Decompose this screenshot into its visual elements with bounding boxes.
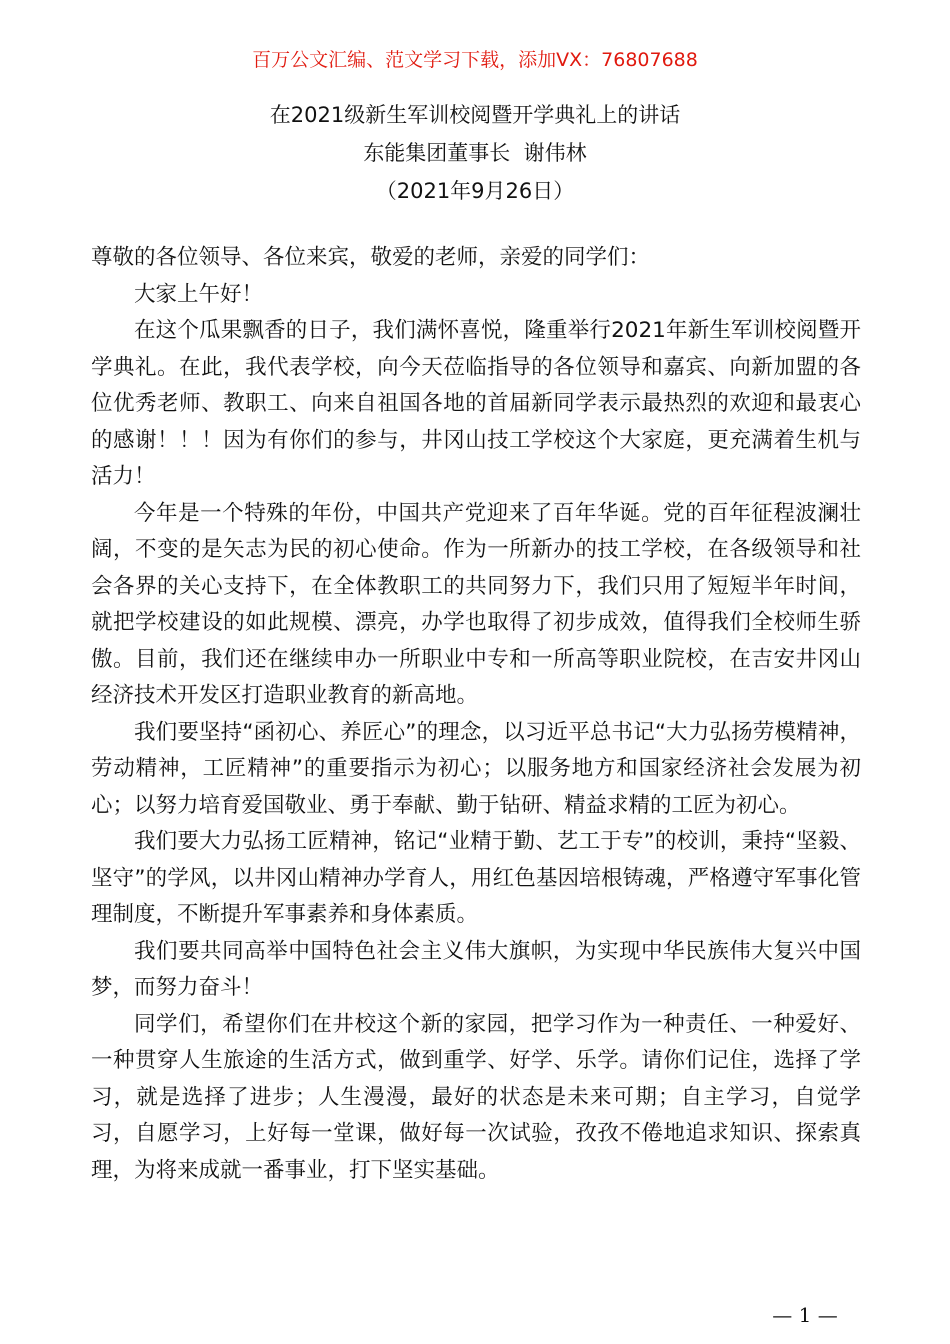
paragraph-centenary: 今年是一个特殊的年份，中国共产党迎来了百年华诞。党的百年征程波澜壮阔，不变的是矢志为民的初心使命。作为一所新办的技工学校，在各级领导和社会各界的关心支持下，在全体教职工的共同努力下，我们只用了短短半年时间，就把学校建设的如此规模、漂亮，办学也取得了初步成效，值得我们全校师生骄傲。目前，我们还在继续申办一所职业中专和一所高等职业院校，在吉安井冈山经济技术开发区打造职业教育的新高地。 — [91, 500, 861, 708]
paragraph-chinese-dream: 我们要共同高举中国特色社会主义伟大旗帜，为实现中华民族伟大复兴中国梦，而努力奋斗！ — [91, 938, 861, 1000]
title-block — [0, 96, 950, 210]
speech-date: （2021年9月26日） — [375, 179, 575, 203]
speech-title: 在2021级新生军训校阅暨开学典礼上的讲话 — [269, 103, 681, 127]
paragraph-craftsman-spirit: 我们要大力弘扬工匠精神，铭记“业精于勤、艺工于专”的校训，秉持“坚毅、坚守”的学风，以井冈山精神办学育人，用红色基因培根铸魂，严格遵守军事化管理制度，不断提升军事素养和身体素质。 — [91, 829, 861, 927]
paragraph-greeting: 大家上午好！ — [134, 281, 264, 307]
paragraph-students-study: 同学们，希望你们在井校这个新的家园，把学习作为一种责任、一种爱好、一种贯穿人生旅途的生活方式，做到重学、好学、乐学。请你们记住，选择了学习，就是选择了进步；人生漫漫，最好的状态是未来可期；自主学习，自觉学习，自愿学习，上好每一堂课，做好每一次试验，孜孜不倦地追求知识、探索真理，为将来成就一番事业，打下坚实基础。 — [91, 1011, 861, 1183]
salutation: 尊敬的各位领导、各位来宾，敬爱的老师，亲爱的同学们： — [91, 245, 651, 270]
watermark-banner: 百万公文汇编、范文学习下载，添加VX：76807688 — [252, 49, 698, 71]
paragraph-original-aspiration: 我们要坚持“函初心、养匠心”的理念，以习近平总书记“大力弘扬劳模精神，劳动精神，工匠精神”的重要指示为初心；以服务地方和国家经济社会发展为初心；以努力培育爱国敬业、勇于奉献、勤于钻研、精益求精的工匠为初心。 — [91, 719, 861, 818]
paragraph-welcome: 在这个瓜果飘香的日子，我们满怀喜悦，隆重举行2021年新生军训校阅暨开学典礼。在此，我代表学校，向今天莅临指导的各位领导和嘉宾、向新加盟的各位优秀老师、教职工、向来自祖国各地的首届新同学表示最热烈的欢迎和最衷心的感谢！！！因为有你们的参与，井冈山技工学校这个大家庭，更充满着生机与活力！ — [91, 318, 861, 489]
speech-body — [91, 240, 861, 1189]
speaker-line: 东能集团董事长 谢伟林 — [363, 141, 587, 165]
page-number: — 1 — — [772, 1303, 838, 1327]
